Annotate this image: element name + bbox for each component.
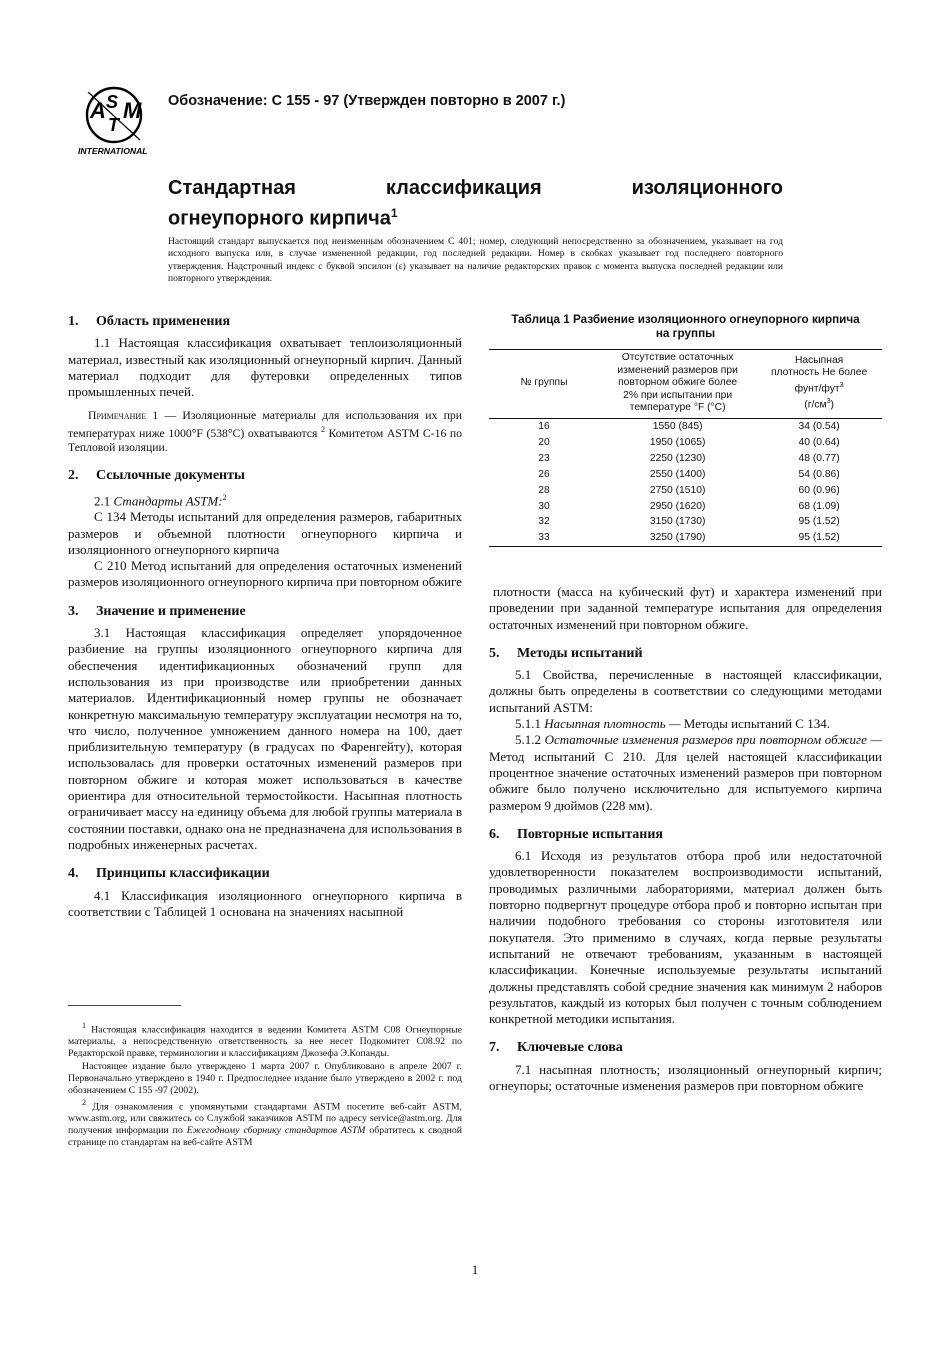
footnote-2: $^2$ Для ознакомления с упомянутыми стандартами ASTM посетите веб-сайт ASTM, www.astm.org, или свяжитесь со Службой заказчиков ASTM по адресу service@astm.org. Для получения информации по Ежегодному сборнику стандартов ASTM обратитесь к сводной странице по стандартам на веб-сайте ASTM [68, 1097, 462, 1149]
note-1: Примечание 1 — Изоляционные материалы для использования их при температурах ниже 1000°F (538°C) охватываются $^2$ Комитетом ASTM C-16 по Тепловой изоляции. [68, 409, 462, 455]
cell-group: 23 [538, 452, 550, 464]
cell-temperature: 2750 (1510) [649, 484, 706, 496]
page-number: 1 [471, 1262, 479, 1277]
cell-temperature: 2950 (1620) [649, 500, 706, 512]
col-density: Насыпная плотность Не более фунт/фут$^3$ $(г/см^3)$ [756, 350, 882, 419]
cell-temperature: 3150 (1730) [649, 516, 706, 528]
cell-group: 33 [489, 530, 599, 546]
document-title [168, 176, 783, 232]
cell-density: 95 (1.52) [798, 516, 840, 528]
footnote-1-edition: Настоящее издание было утверждено 1 марта 2007 г. Опубликовано в апреле 2007 г. Первоначально утверждено в 1940 г. Предпоследнее издание было утверждено в 2002 г. под обозначением C 155 -97 (2002). [68, 1060, 462, 1096]
footnote-1: $^1$ Настоящая классификация находится в ведении Комитета ASTM C08 Огнеупорные материалы, а непосредственную ответственность за нее несет Подкомитет C08.92 по Редакторской правке, терминологии и классификациям Джозефа Э.Копанды. [68, 1021, 462, 1060]
ref-c134: C 134 Методы испытаний для определения размеров, габаритных размеров и объемной плотности огнеупорного кирпича и изоляционного огнеупорного кирпича [68, 509, 462, 557]
cell-density: 60 (0.96) [798, 484, 840, 496]
cell-group: 16 [538, 420, 550, 432]
table-row [489, 451, 882, 467]
cell-density: 40 (0.64) [798, 436, 840, 448]
para-5-1: 5.1 Свойства, перечисленные в настоящей классификации, должны быть определены в соответствии со следующими методами испытаний ASTM: [489, 667, 882, 715]
svg-text:T: T [108, 115, 119, 135]
section-3-heading: 3. Значение и применение [68, 603, 246, 619]
section-2-heading: 2. Ссылочные документы [68, 468, 245, 484]
cell-temperature: 1550 (845) [652, 420, 703, 432]
section-4-heading: 4. Принципы классификации [68, 866, 270, 882]
table-row [489, 483, 882, 499]
left-column [68, 314, 462, 920]
para-2-1: 2.1 Стандарты ASTM:$^2$ [94, 492, 227, 508]
para-7-1: 7.1 насыпная плотность; изоляционный огнеупорный кирпич; огнеупоры; остаточные изменения размеров при повторном обжиге [489, 1061, 882, 1094]
svg-text:M: M [123, 98, 142, 123]
svg-text:A: A [90, 98, 106, 123]
table-row [489, 499, 882, 515]
table-caption: Таблица 1 Разбиение изоляционного огнеупорного кирпича на группы [511, 313, 860, 340]
issue-note: Настоящий стандарт выпускается под неизменным обозначением С 401; номер, следующий непосредственно за обозначением, указывает на год исходного выпуска или, в случае измененной редакции, год последней редакции. Номер в скобках указывает год последнего повторного утверждения. Надстрочный индекс с буквой эпсилон (ε) указывает на наличие редакторских правок с момента выпуска последней редакции или повторного утверждения. [168, 236, 783, 284]
right-column [489, 584, 882, 1094]
svg-text:S: S [106, 92, 119, 112]
cell-group: 30 [538, 500, 550, 512]
cell-density: 68 (1.09) [798, 500, 840, 512]
astm-logo [76, 84, 156, 156]
cell-density: 48 (0.77) [798, 452, 840, 464]
para-1-1: 1.1 Настоящая классификация охватывает теплоизоляционный материал, известный как изоляционный огнеупорный кирпич. Данный материал подходит для футеровки определенных типов промышленных печей. [68, 335, 462, 400]
cell-density: 34 (0.54) [798, 420, 840, 432]
title-footnote-ref: 1 [390, 206, 398, 220]
table-row [489, 530, 882, 546]
cell-temperature: 2550 (1400) [649, 468, 706, 480]
col-group: № группы [489, 350, 599, 419]
para-6-1: 6.1 Исходя из результатов отбора проб или недостаточной удовлетворенности показателем воспроизводимости испытаний, проводимых различными лабораториями, материал должен быть повторно подвергнут процедуре отбора проб и повторно испытан при наличии подобного требования со стороны изготовителя или покупателя. Это применимо в случаях, когда первые результаты испытаний не отвечают требованиям, указанным в настоящей классификации. Конечные используемые результаты испытаний должны представлять собой средние значения как минимум 2 наборов результатов, каждый из которых был получен с точным соблюдением конкретной методики испытания. [489, 848, 882, 1027]
cell-density: 95 (1.52) [756, 530, 882, 546]
designation: Обозначение: C 155 - 97 (Утвержден повторно в 2007 г.) [168, 93, 566, 109]
section-5-heading: 5. Методы испытаний [489, 645, 643, 661]
cell-temperature: 3250 (1790) [599, 530, 756, 546]
title-word-1: Стандартная [168, 177, 296, 199]
table-1 [489, 313, 882, 547]
cell-temperature: 1950 (1065) [649, 436, 706, 448]
cell-group: 20 [538, 436, 550, 448]
title-word-2: классификация [385, 177, 542, 199]
cell-group: 26 [538, 468, 550, 480]
table-row [489, 467, 882, 483]
cell-group: 32 [538, 516, 550, 528]
ref-c210: C 210 Метод испытаний для определения остаточных изменений размеров изоляционного огнеупорного кирпича при повторном обжиге [68, 558, 462, 590]
para-5-1-1: 5.1.1 Насыпная плотность — Методы испытаний C 134. [515, 716, 830, 732]
para-3-1: 3.1 Настоящая классификация определяет упорядоченное разбиение на группы изоляционного огнеупорного кирпича для обеспечения идентификационных обозначений групп для использования из при производстве или приобретении данных материалов. Идентификационный номер группы не обозначает конкретную максимальную температуру эксплуатации несмотря на то, что число, полученное умножением данного номера на 100, дает приблизительную температуру (в градусах по Фаренгейту), которая использовалась для проверки остаточных изменений размеров при повторном обжиге и которая может использоваться в качестве ориентира для относительной термостойкости. Насыпная плотность ограничивает массу на единицу объема для любой группы материала в состоянии поставки, однако она не предназначена для использования в подробных инженерных расчетах. [68, 625, 462, 852]
svg-text:INTERNATIONAL: INTERNATIONAL [78, 146, 148, 156]
section-7-heading: 7. Ключевые слова [489, 1040, 623, 1056]
col-temperature: Отсутствие остаточных изменений размеров при повторном обжиге более 2% при испытании при температуре °F (°C) [599, 350, 756, 419]
section-1-heading: 1. Область применения [68, 314, 231, 329]
title-word-3: изоляционного [631, 177, 783, 199]
table-body [489, 418, 882, 546]
table-row [489, 435, 882, 451]
footnote-rule [68, 1005, 181, 1006]
classification-table [489, 349, 882, 547]
section-6-heading: 6. Повторные испытания [489, 826, 663, 842]
title-line-2: огнеупорного кирпича [168, 207, 391, 230]
footnotes [68, 1020, 462, 1149]
para-4-1: 4.1 Классификация изоляционного огнеупорного кирпича в соответствии с Таблицей 1 основана на значениях насыпной [68, 887, 462, 919]
para-4-1-cont: плотности (масса на кубический фут) и характера изменений при проведении при заданной температуре испытания для определения остаточных изменений при повторном обжиге. [489, 584, 882, 632]
cell-temperature: 2250 (1230) [649, 452, 706, 464]
cell-group: 28 [538, 484, 550, 496]
table-row [489, 418, 882, 434]
table-row [489, 514, 882, 530]
cell-density: 54 (0.86) [798, 468, 840, 480]
para-5-1-2: 5.1.2 Остаточные изменения размеров при повторном обжиге — Метод испытаний C 210. Для целей настоящей классификации процентное значение остаточных изменений размеров при повторном обжиге было получено исключительно для испытуемого кирпича размером 9 дюймов (228 мм). [489, 732, 883, 813]
